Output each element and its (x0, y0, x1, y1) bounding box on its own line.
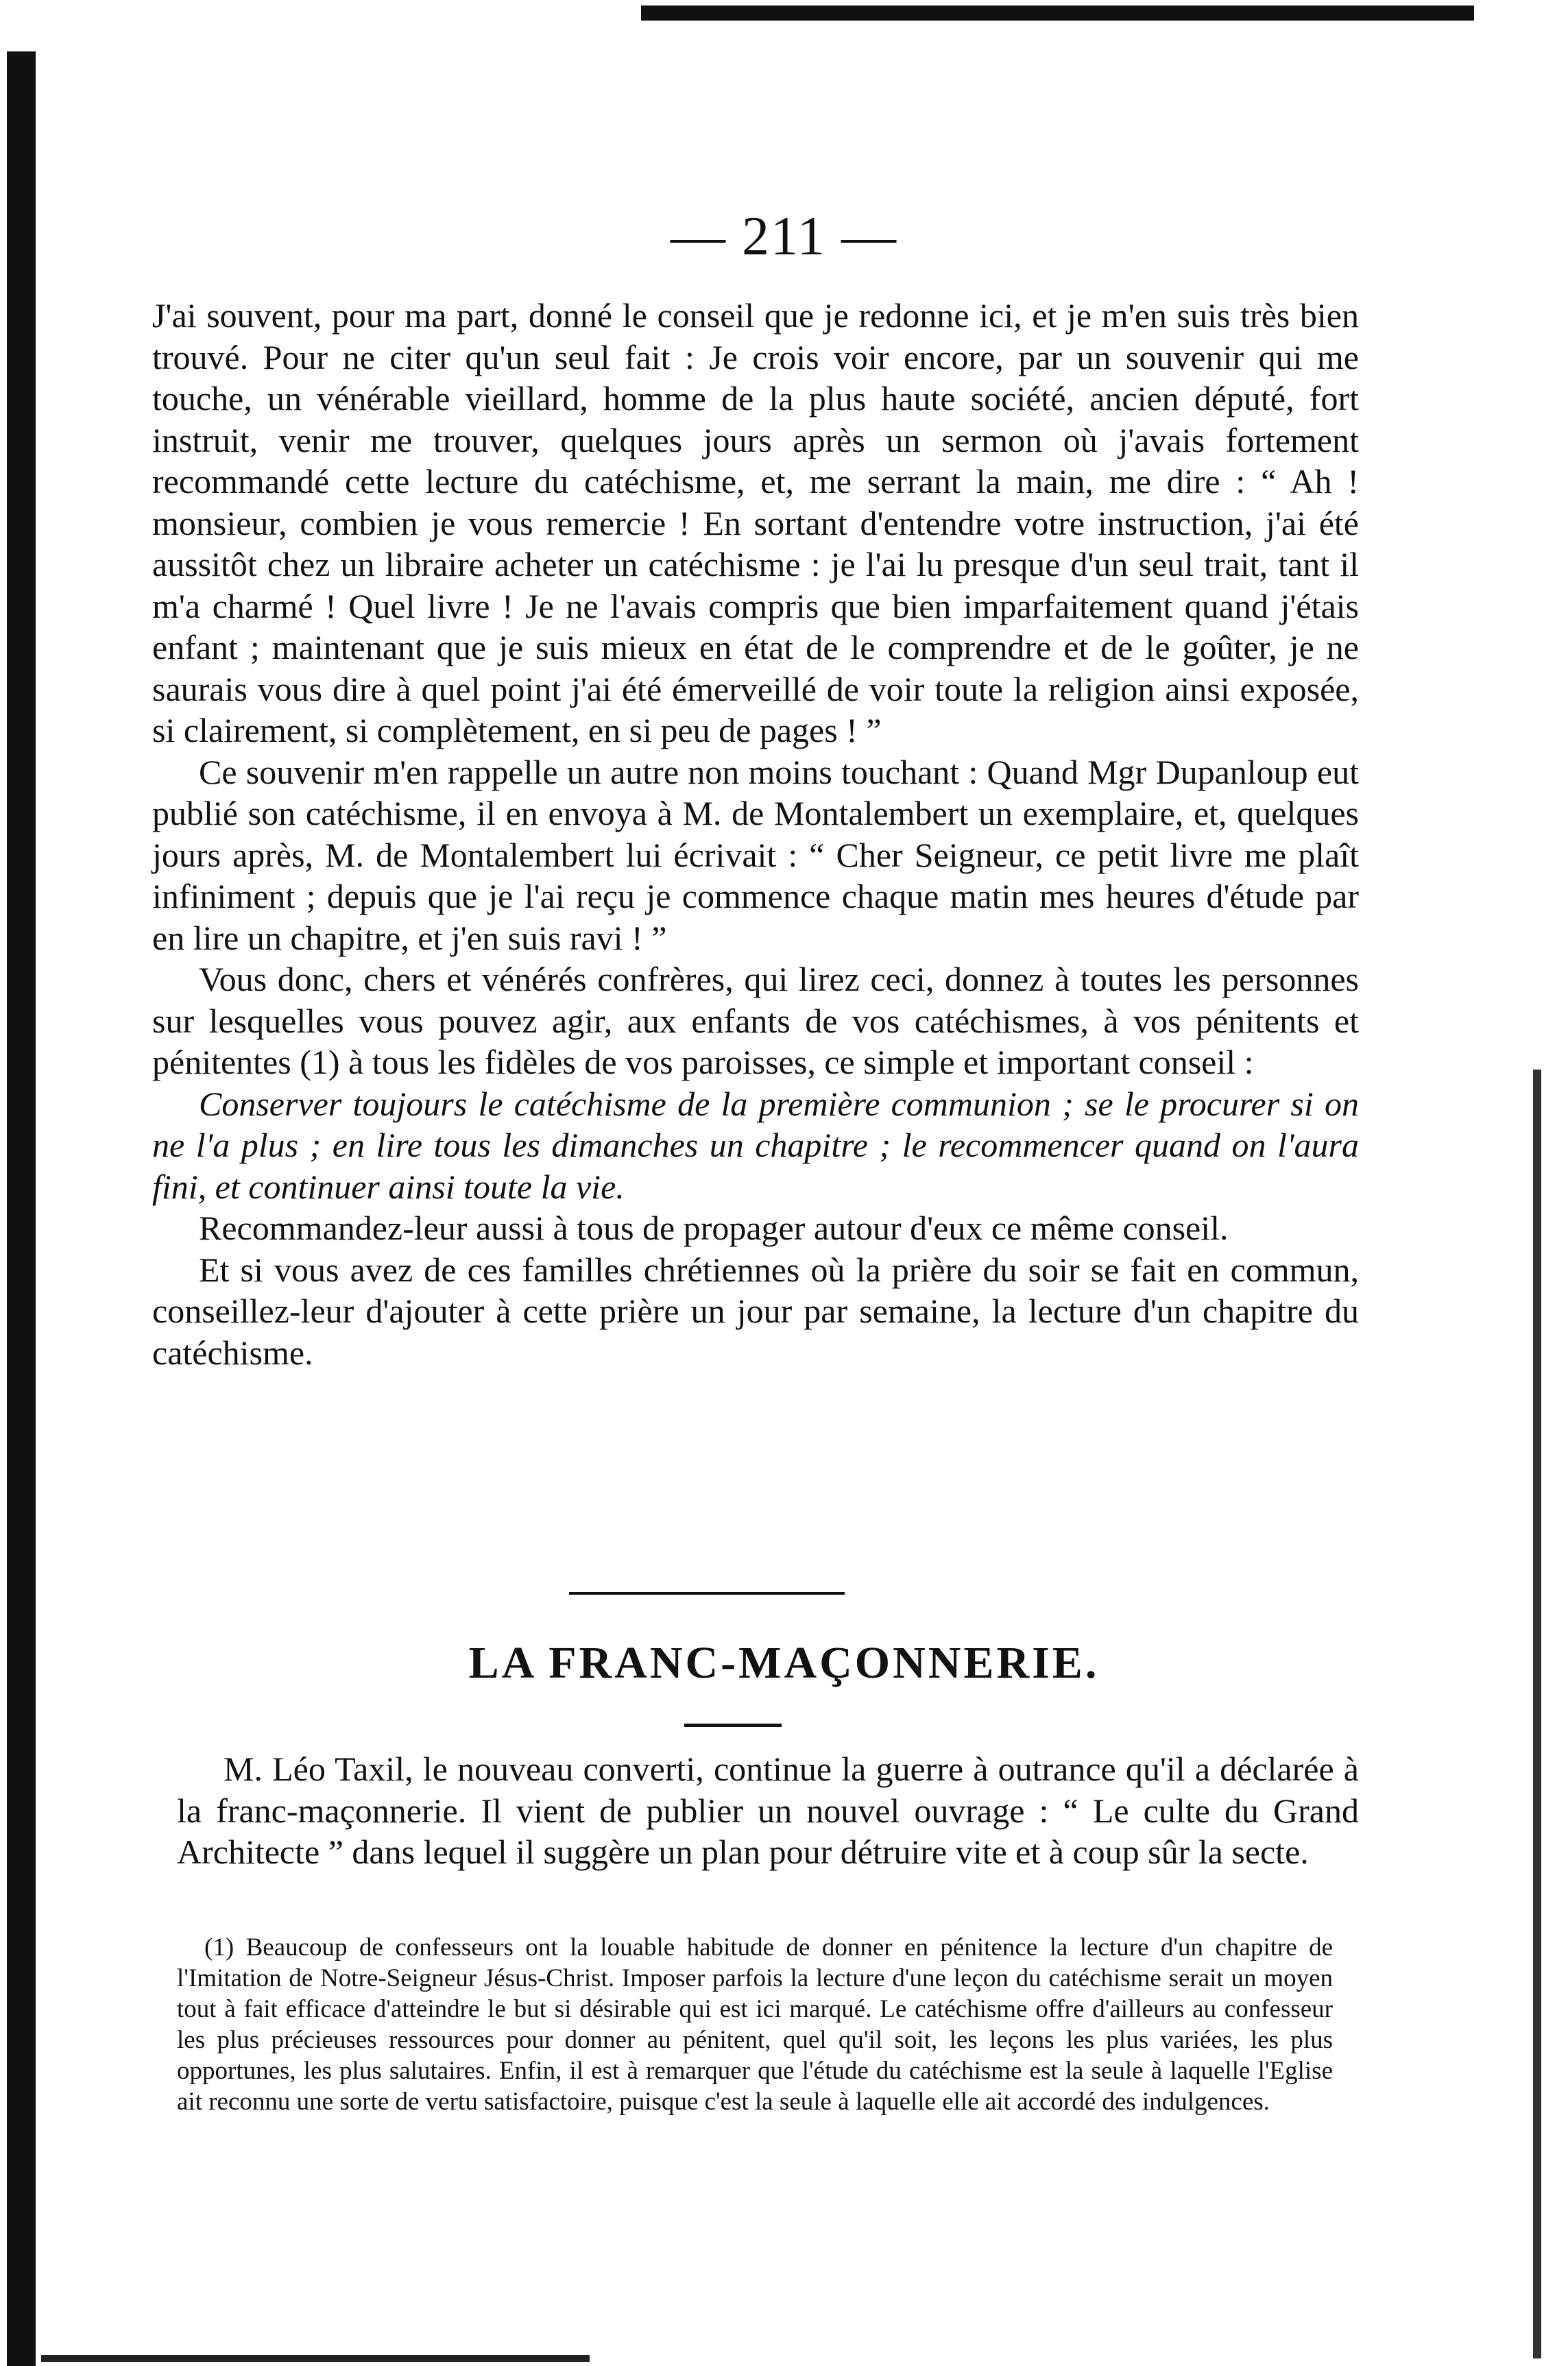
title-underline (684, 1724, 782, 1727)
article-paragraph-6: Et si vous avez de ces familles chrétiennes où la prière du soir se fait en commun, conseillez-leur d'ajouter à cette prière un jour par semaine, la lecture d'un chapitre du catéchisme. (152, 1250, 1359, 1372)
article-advice-italic: Conserver toujours le catéchisme de la première communion ; se le procurer si on ne l'a plus ; en lire tous les dimanches un chapitre ; le recommencer quand on l'aura fini, et continuer ainsi toute la vie. (152, 1084, 1359, 1206)
section-paragraph: M. Léo Taxil, le nouveau converti, continue la guerre à outrance qu'il a déclarée à la franc-maçonnerie. Il vient de publier un nouvel ouvrage : “ Le culte du Grand Architecte ” dans lequel il suggère un plan pour détruire vite et à coup sûr la secte. (177, 1750, 1359, 1871)
scan-rule-bottom (41, 2355, 590, 2362)
scan-margin-bar-left (7, 51, 36, 2366)
footnote-text: (1) Beaucoup de confesseurs ont la louable habitude de donner en pénitence la lecture d'un chapitre de l'Imitation de Notre-Seigneur Jésus-Christ. Imposer parfois la lecture d'une leçon du catéchisme serait un moyen tout à fait efficace d'atteindre le but si désirable qui est ici marqué. Le catéchisme offre d'ailleurs au confesseur les plus précieuses ressources pour donner au pénitent, quel qu'il soit, les leçons les plus variées, les plus opportunes, les plus salutaires. Enfin, il est à remarquer que l'étude du catéchisme est la seule à laquelle l'Eglise ait reconnu une sorte de vertu satisfactoire, puisque c'est la seule à laquelle elle ait accordé des indulgences. (177, 1933, 1333, 2116)
article-body (152, 295, 1359, 1373)
scan-rule-top (641, 5, 1474, 21)
page-number: — 211 — (670, 206, 898, 267)
article-paragraph-3: Vous donc, chers et vénérés confrères, qui lirez ceci, donnez à toutes les personnes sur lesquelles vous pouvez agir, aux enfants de vos catéchismes, à vos pénitents et pénitentes (1) à tous les fidèles de vos paroisses, ce simple et important conseil : (152, 960, 1359, 1081)
article-paragraph-1: J'ai souvent, pour ma part, donné le conseil que je redonne ici, et je m'en suis très bien trouvé. Pour ne citer qu'un seul fait : Je crois voir encore, par un souvenir qui me touche, un vénérable vieillard, homme de la plus haute société, ancien député, fort instruit, venir me trouver, quelques jours après un sermon où j'avais fortement recommandé cette lecture du catéchisme, et, me serrant la main, me dire : “ Ah ! monsieur, combien je vous remercie ! En sortant d'entendre votre instruction, j'ai été aussitôt chez un libraire acheter un catéchisme : je l'ai lu presque d'un seul trait, tant il m'a charmé ! Quel livre ! Je ne l'avais compris que bien imparfaitement quand j'étais enfant ; maintenant que je suis mieux en état de le comprendre et de le goûter, je ne saurais vous dire à quel point j'ai été émerveillé de voir toute la religion ainsi exposée, si clairement, si complètement, en si peu de pages ! ” (152, 296, 1359, 749)
article-paragraph-2: Ce souvenir m'en rappelle un autre non moins touchant : Quand Mgr Dupanloup eut publié son catéchisme, il en envoya à M. de Montalembert un exemplaire, et, quelques jours après, M. de Montalembert lui écrivait : “ Cher Seigneur, ce petit livre me plaît infiniment ; depuis que je l'ai reçu je commence chaque matin mes heures d'étude par en lire un chapitre, et j'en suis ravi ! ” (152, 752, 1359, 957)
scan-edge-right (1533, 1070, 1541, 2358)
section-body (177, 1748, 1359, 1873)
footnote (177, 1932, 1333, 2117)
section-divider (569, 1592, 845, 1595)
article-paragraph-5: Recommandez-leur aussi à tous de propager autour d'eux ce même conseil. (199, 1209, 1229, 1247)
section-title: LA FRANC-MAÇONNERIE. (468, 1638, 1100, 1688)
